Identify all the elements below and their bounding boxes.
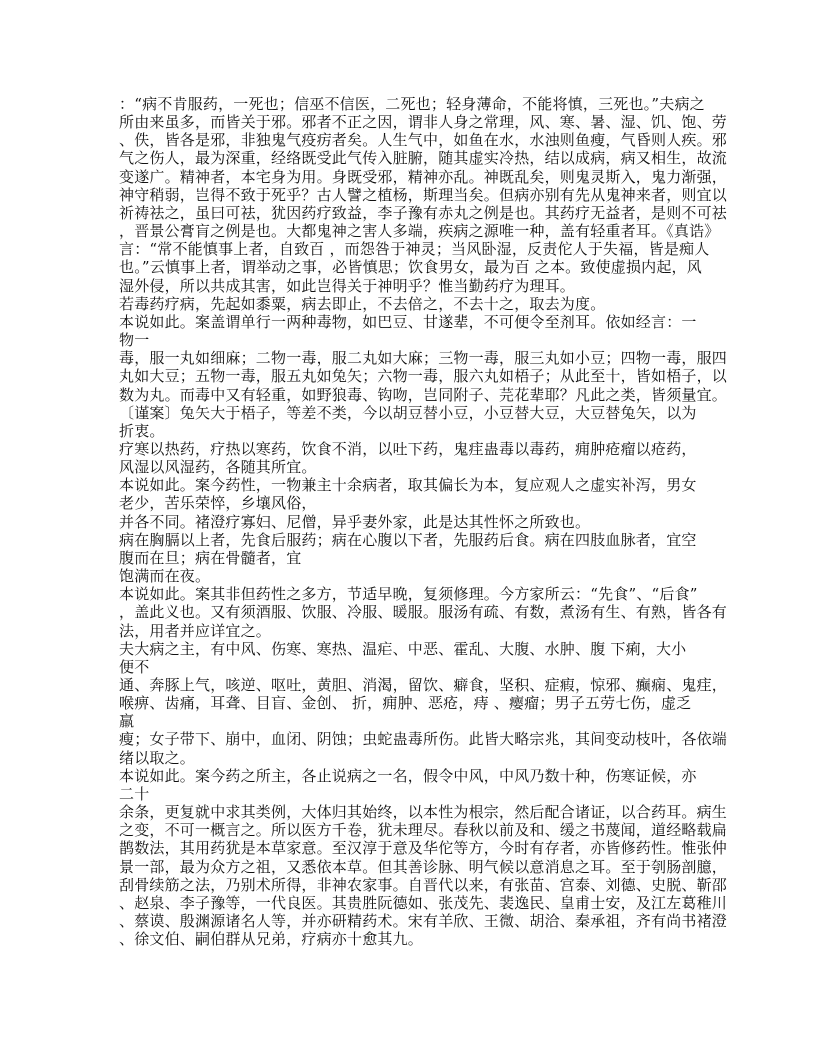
text-line: 本说如此。案今药性，一物兼主十余病者，取其偏长为本，复应观人之虚实补泻，男女 xyxy=(119,476,697,495)
text-line: 、蔡谟、殷渊源诸名人等，并亦研精药术。宋有羊欣、王微、胡洽、秦承祖，齐有尚书褚澄 xyxy=(119,912,728,931)
text-line: 言：“常不能慎事上者，自致百 ，而怨咎于神灵；当风卧湿，反责佗人于失福，皆是痴人 xyxy=(119,240,710,259)
text-line: 景一部，最为众方之祖，又悉依本草。但其善诊脉、明气候以意消息之耳。至于刳肠剖臆， xyxy=(119,857,728,876)
text-line: 并各不同。褚澄疗寡妇、尼僧，异乎妻外家，此是达其性怀之所致也。 xyxy=(119,512,591,531)
text-line: 气之伤人，最为深重，经络既受此气传入脏腑，随其虚实冷热，结以成病，病又相生，故流 xyxy=(119,149,728,168)
text-line: 之变，不可一概言之。所以医方千卷，犹未理尽。春秋以前及和、缓之书蔑闻，道经略载扁 xyxy=(119,821,728,840)
text-line: 夫大病之主，有中风、伤寒、寒热、温疟、中恶、霍乱、大腹、水肿、腹 下痢，大小 xyxy=(119,639,687,658)
text-line: 神守稍弱，岂得不致于死乎？古人譬之植杨，斯理当矣。但病亦别有先从鬼神来者，则宜以 xyxy=(119,185,728,204)
text-line: 绪以取之。 xyxy=(119,748,196,767)
text-line: 、赵泉、李子豫等，一代良医。其贵胜阮德如、张茂先、裴逸民、皇甫士安，及江左葛稚川 xyxy=(119,893,728,912)
text-line: 数为丸。而毒中又有轻重，如野狼毒、钩吻，岂同附子、芫花辈耶？凡此之类，皆须量宜。 xyxy=(119,385,728,404)
text-line: 毒，服一丸如细麻；二物一毒，服二丸如大麻；三物一毒，服三丸如小豆；四物一毒，服四 xyxy=(119,349,728,368)
text-line: 折衷。 xyxy=(119,421,165,440)
text-line: 饱满而在夜。 xyxy=(119,567,211,586)
text-line: 余条，更复就中求其类例，大体归其始终，以本性为根宗，然后配合诸证，以合药耳。病生 xyxy=(119,803,728,822)
text-line: 本说如此。案盖谓单行一两种毒物，如巴豆、甘遂辈，不可便令至剂耳。依如经言：一 xyxy=(119,312,697,331)
text-line: 变遂广。精神者，本宅身为用。身既受邪，精神亦乱。神既乱矣，则鬼灵斯入，鬼力渐强， xyxy=(119,167,728,186)
text-line: 〔谨案〕兔矢大于梧子，等差不类，今以胡豆替小豆，小豆替大豆，大豆替兔矢，以为 xyxy=(119,403,697,422)
text-line: 所由来虽多，而皆关于邪。邪者不正之因，谓非人身之常理，风、寒、暑、湿、饥、饱、劳 xyxy=(119,113,728,132)
text-line: 、佚，皆各是邪，非独鬼气疫疠者矣。人生气中，如鱼在水，水浊则鱼瘦，气昏则人疾。邪 xyxy=(119,131,728,150)
text-line: 、徐文伯、嗣伯群从兄弟，疗病亦十愈其九。 xyxy=(119,930,424,949)
text-line: 便不 xyxy=(119,657,150,676)
text-line: 丸如大豆；五物一毒，服五丸如兔矢；六物一毒，服六丸如梧子；从此至十，皆如梧子，以 xyxy=(119,367,728,386)
document-body xyxy=(119,95,728,949)
text-line: 法，用者并应详宜之。 xyxy=(119,621,272,640)
text-line: 通、奔豚上气，咳逆、呕吐，黄胆、消渴，留饮、癖食，坚积、症瘕，惊邪、癫痫、鬼疰， xyxy=(119,676,728,694)
text-line: 羸 xyxy=(119,712,135,731)
text-line: 本说如此。案今药之所主，各止说病之一名，假令中风，中风乃数十种，伤寒证候，亦 xyxy=(119,766,697,785)
text-line: 刮骨续筋之法，乃别术所得，非神农家事。自晋代以来，有张苗、宫泰、刘德、史脱、靳邵 xyxy=(119,875,728,894)
text-line: 老少，苦乐荣悴，乡壤风俗， xyxy=(119,494,317,513)
text-line: ，晋景公膏肓之例是也。大都鬼神之害人多端，疾病之源唯一种，盖有轻重者耳。《真诰》 xyxy=(119,222,720,241)
text-line: 腹而在旦；病在骨髓者，宜 xyxy=(119,548,302,567)
text-line: 鹊数法，其用药犹是本草家意。至汉淳于意及华佗等方，今时有存者，亦皆修药性。惟张仲 xyxy=(119,839,728,858)
text-line: 瘦；女子带下、崩中，血闭、阴蚀；虫蛇蛊毒所伤。此皆大略宗兆，其间变动枝叶，各依端 xyxy=(119,730,728,749)
text-line: 喉痹、齿痛，耳聋、目盲、金创、 折，痈肿、恶疮，痔 、瘿瘤；男子五劳七伤，虚乏 xyxy=(119,694,692,713)
text-line: 湿外侵，所以共成其害，如此岂得关于神明乎？惟当勤药疗为理耳。 xyxy=(119,276,576,295)
text-line: 本说如此。案其非但药性之多方，节适早晚，复须修理。今方家所云：“先食”、“后食” xyxy=(119,585,698,604)
text-line: 物一 xyxy=(119,331,150,350)
text-line: 若毒药疗病，先起如黍粟，病去即止，不去倍之，不去十之，取去为度。 xyxy=(119,294,606,313)
text-line: 风湿以风湿药，各随其所宜。 xyxy=(119,458,317,477)
text-line: 二十 xyxy=(119,784,150,803)
text-line: 也。”云慎事上者，谓举动之事，必皆慎思；饮食男女，最为百 之本。致使虚损内起，风 xyxy=(119,258,702,277)
text-line: ：“病不肯服药，一死也；信巫不信医，二死也；轻身薄命，不能将慎，三死也。”夫病之 xyxy=(119,95,705,113)
text-line: ，盖此义也。又有须酒服、饮服、冷服、暖服。服汤有疏、有数，煮汤有生、有熟，皆各有 xyxy=(119,603,728,622)
text-line: 病在胸膈以上者，先食后服药；病在心腹以下者，先服药后食。病在四肢血脉者，宜空 xyxy=(119,530,697,549)
text-line: 祈祷祛之，虽曰可祛，犹因药疗致益，李子豫有赤丸之例是也。其药疗无益者，是则不可祛 xyxy=(119,203,728,222)
text-line: 疗寒以热药，疗热以寒药，饮食不消，以吐下药，鬼疰蛊毒以毒药，痈肿疮瘤以疮药， xyxy=(119,439,697,458)
